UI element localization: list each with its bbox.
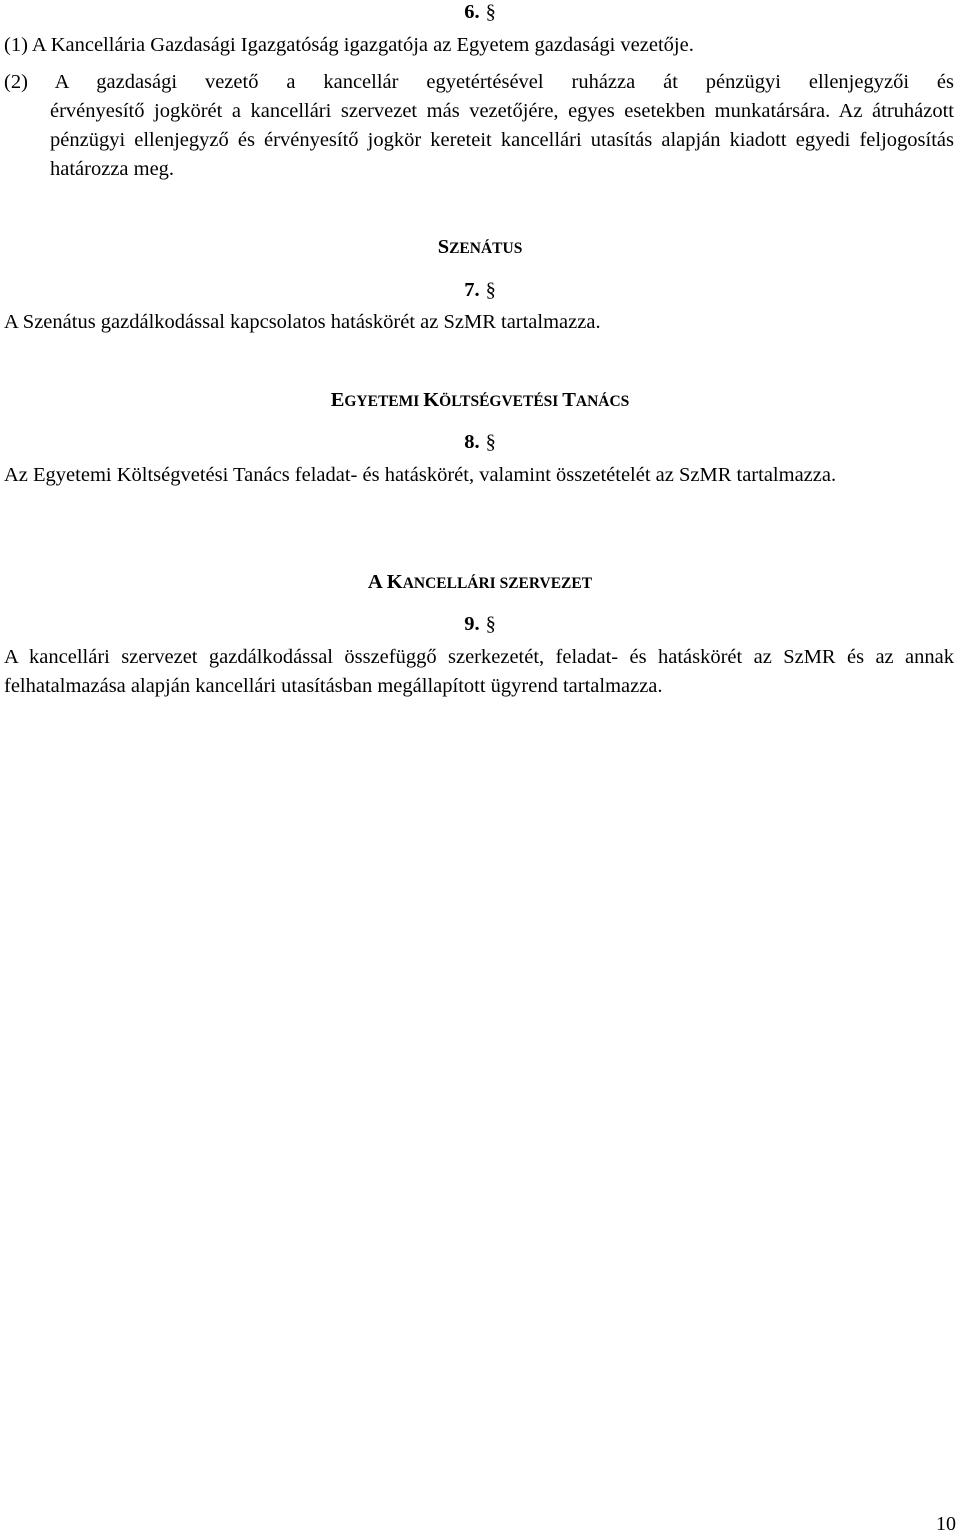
heading-budget-cap-2: K	[423, 389, 440, 411]
section-8-paragraph: Az Egyetemi Költségvetési Tanács feladat- és hatáskörét, valamint összetételét az SzMR tartalmazza.	[4, 464, 837, 486]
section-9-number	[0, 610, 960, 639]
heading-chancellery-cap-1: A	[367, 571, 387, 593]
section-6-paragraph-2-body: érvényesítő jogkörét a kancellári szervezet más vezetőjére, egyes esetekben munkatársára. Az átruházott pénzügyi ellenjegyző és érvényesítő jogkör kereteit kancellári utasítás alapján kiadott egyedi feljogosítás határozza meg.	[50, 100, 954, 180]
heading-senate	[0, 233, 960, 263]
heading-chancellery-cap-2: K	[386, 571, 403, 593]
section-6-number	[0, 0, 960, 27]
section-symbol: §	[485, 431, 496, 453]
section-8-number-text: 8.	[464, 431, 480, 453]
heading-budget-rest-2: ÖLTSÉGVETÉSI	[439, 393, 563, 410]
section-7-number	[0, 276, 960, 305]
page-number: 10	[936, 1513, 956, 1535]
heading-budget-cap-3: T	[562, 389, 576, 411]
section-symbol: §	[485, 279, 496, 301]
heading-budget-rest-3: ANÁCS	[575, 393, 630, 410]
heading-senate-rest: ZENÁTUS	[449, 240, 523, 257]
section-6-number-text: 6.	[464, 1, 480, 23]
section-8-number	[0, 428, 960, 457]
section-9-paragraph: A kancellári szervezet gazdálkodással összefüggő szerkezetét, feladat- és hatáskörét az SzMR és az annak felhatalmazása alapján kancellári utasításban megállapított ügyrend tartalmazza.	[4, 646, 954, 697]
heading-senate-cap: S	[437, 236, 450, 258]
section-7-paragraph: A Szenátus gazdálkodással kapcsolatos hatáskörét az SzMR tartalmazza.	[4, 311, 601, 333]
heading-budget-rest-1: GYETEMI	[344, 393, 424, 410]
section-6-paragraph-2-first-line: (2) A gazdasági vezető a kancellár egyetértésével ruházza át pénzügyi ellenjegyzői és	[4, 71, 954, 93]
section-9-number-text: 9.	[464, 613, 480, 635]
section-6-paragraph-1: (1) A Kancellária Gazdasági Igazgatóság igazgatója az Egyetem gazdasági vezetője.	[4, 34, 694, 56]
section-symbol: §	[485, 613, 496, 635]
section-symbol: §	[485, 1, 496, 23]
heading-budget-council	[0, 386, 960, 416]
heading-chancellery-organization	[0, 568, 960, 598]
heading-budget-cap-1: E	[330, 389, 345, 411]
section-7-number-text: 7.	[464, 279, 480, 301]
heading-chancellery-rest: ANCELLÁRI SZERVEZET	[402, 575, 593, 592]
